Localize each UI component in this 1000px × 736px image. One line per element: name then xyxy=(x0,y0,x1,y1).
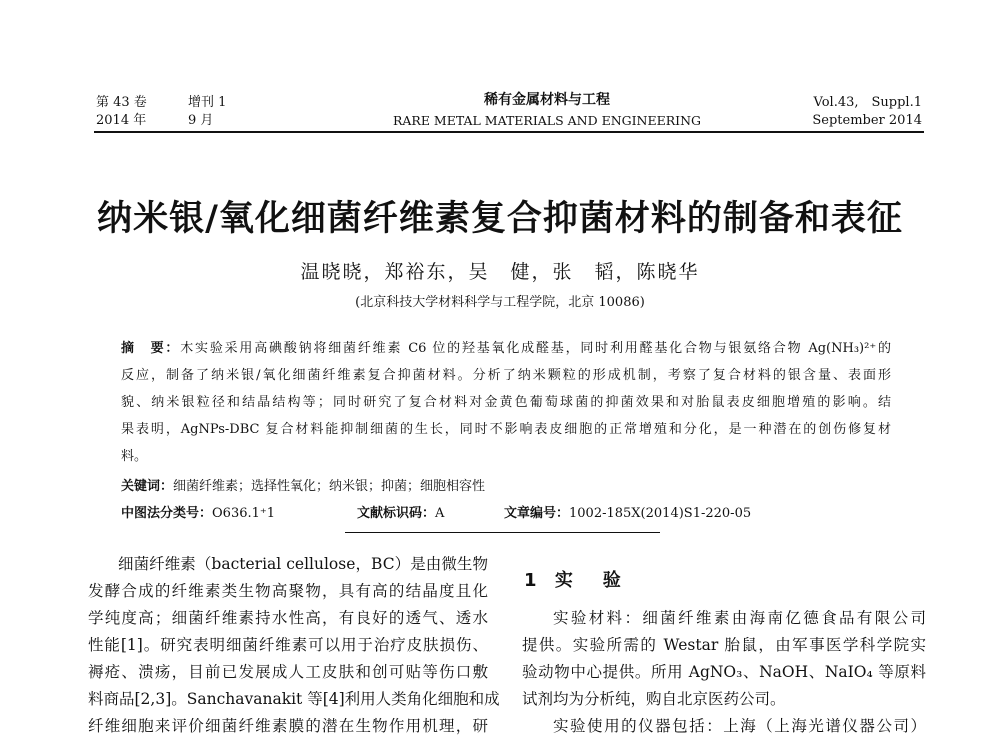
document-code: 文献标识码：A xyxy=(357,506,445,521)
section-title: 实 验 xyxy=(554,570,627,591)
keywords-label: 关键词： xyxy=(121,479,174,494)
journal-title-en: RARE METAL MATERIALS AND ENGINEERING xyxy=(392,113,702,128)
volume-cn: 第 43 卷 xyxy=(96,95,147,110)
article-number: 文章编号：1002-185X(2014)S1-220-05 xyxy=(504,506,752,521)
clc-number: 中图法分类号：O636.1⁺1 xyxy=(121,506,276,521)
abstract-line: 反应，制备了纳米银/氧化细菌纤维素复合抑菌材料。分析了纳米颗粒的形成机制，考察了复合材料的银含量、表面形 xyxy=(121,368,891,383)
body-line: 实验材料：细菌纤维素由海南亿德食品有限公司 xyxy=(553,609,926,627)
body-line: 试剂均为分析纯，购自北京医药公司。 xyxy=(522,690,786,708)
body-line: 性能[1]。研究表明细菌纤维素可以用于治疗皮肤损伤、 xyxy=(88,636,488,654)
body-line: 验动物中心提供。所用 AgNO₃、NaOH、NaIO₄ 等原料 xyxy=(522,663,926,681)
body-line: 实验使用的仪器包括：上海（上海光谱仪器公司） xyxy=(553,717,926,735)
body-line: 褥疮、溃疡，目前已发展成人工皮肤和创可贴等伤口敷 xyxy=(88,663,488,681)
affiliation: (北京科技大学材料科学与工程学院，北京 10086) xyxy=(355,295,645,310)
abstract-label: 摘 要： xyxy=(121,341,181,356)
volume-en: Vol.43, Suppl.1 xyxy=(813,95,922,110)
paper-title: 纳米银/氧化细菌纤维素复合抑菌材料的制备和表征 xyxy=(97,199,903,239)
issue-cn: 增刊 1 xyxy=(188,95,227,110)
body-line: 细菌纤维素（bacterial cellulose，BC）是由微生物 xyxy=(118,555,488,573)
author-list: 温晓晓，郑裕东，吴 健，张 韬，陈晓华 xyxy=(300,261,700,283)
abstract-line: 料。 xyxy=(121,449,148,464)
year-cn: 2014 年 xyxy=(96,113,147,128)
keywords-text: 细菌纤维素；选择性氧化；纳米银；抑菌；细胞相容性 xyxy=(173,479,486,494)
body-line: 料商品[2,3]。Sanchavanakit 等[4]利用人类角化细胞和成 xyxy=(88,690,500,708)
month-cn: 9 月 xyxy=(188,113,214,128)
abstract-line: 果表明，AgNPs-DBC 复合材料能抑制细菌的生长，同时不影响表皮细胞的正常增殖和分化，是一种潜在的创伤修复材 xyxy=(121,422,891,437)
header-rule xyxy=(94,131,924,133)
separator-rule xyxy=(345,532,660,533)
body-line: 纤维细胞来评价细菌纤维素膜的潜在生物作用机理，研 xyxy=(88,717,488,735)
date-en: September 2014 xyxy=(812,113,922,128)
abstract-line: 摘 要：木实验采用高碘酸钠将细菌纤维素 C6 位的羟基氧化成醛基，同时利用醛基化合物与银氨络合物 Ag(NH₃)²⁺的 xyxy=(121,341,891,356)
body-line: 提供。实验所需的 Westar 胎鼠，由军事医学科学院实 xyxy=(522,636,926,654)
body-line: 学纯度高；细菌纤维素持水性高，有良好的透气、透水 xyxy=(88,609,488,627)
body-line: 发酵合成的纤维素类生物高聚物，具有高的结晶度且化 xyxy=(88,582,488,600)
journal-title-cn: 稀有金属材料与工程 xyxy=(484,92,610,108)
abstract-line: 貌、纳米银粒径和结晶结构等；同时研究了复合材料对金黄色葡萄球菌的抑菌效果和对胎鼠表皮细胞增殖的影响。结 xyxy=(121,395,891,410)
section-number: 1 xyxy=(524,570,543,591)
section-heading xyxy=(524,566,627,592)
keywords xyxy=(121,475,485,494)
